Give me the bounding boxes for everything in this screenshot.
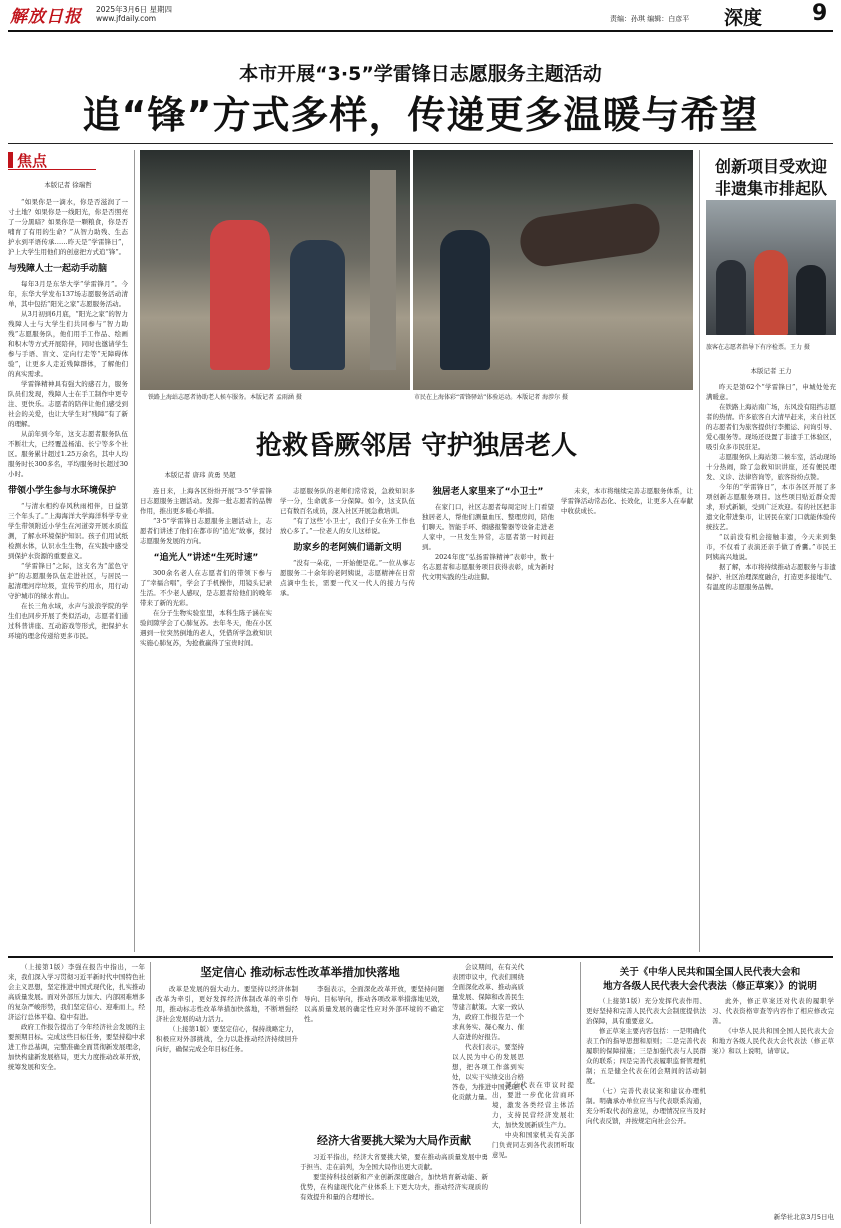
- page-number: 9: [812, 1, 828, 26]
- npc-paragraph: 会议期间，在有关代表团审议中，代表们围绕全面深化改革、推动高质量发展、保障和改善民生等建言献策。大家一致认为，政府工作报告是一个求真务实、凝心聚力、催人奋进的好报告。: [452, 963, 524, 1041]
- focus-subhead-2: 带领小学生参与水环境保护: [8, 486, 117, 496]
- right-paragraph: 今年的“学雷锋日”，本市各区开展了多项创新志愿服务项目。这些项目贴近群众需求，形式新颖，受到广泛欢迎。有的社区把非遗文化带进集市，让居民在家门口就能体验传统技艺。: [706, 483, 836, 531]
- law-col-1: [586, 996, 706, 1222]
- focus-paragraph: 从前年到今年，这支志愿者服务队伍不断壮大，已经覆盖杨浦、长宁等多个社区。服务累计超过1.25万余名，其中人均服务时长300多名，平均服务时长超过30小时。: [8, 430, 128, 478]
- feature-paragraph: “有了这些‘小卫士’，我们子女在外工作也放心多了。”一位老人的女儿这样说。: [280, 517, 415, 535]
- right-paragraph: 志愿服务队上海站第二候车室，活动现场十分热闹，除了急救知识讲座，还有便民理发、义诊、法律咨询等，旅客纷纷点赞。: [706, 453, 836, 481]
- column-divider: [150, 962, 151, 1224]
- masthead-logo: 解放日报: [10, 7, 82, 27]
- photo-figure: [754, 250, 788, 335]
- right-paragraph: 昨天是第62个“学雷锋日”，申城处处充满暖意。: [706, 383, 836, 401]
- feature-col-1: [140, 486, 272, 952]
- main-photo: [140, 150, 693, 390]
- masthead-url[interactable]: www.jfdaily.com: [96, 14, 157, 23]
- feature-paragraph: 300余名老人在志愿者们的带领下参与了“幸福合唱”，学会了手机操作，用镜头记录生活。不少老人感叹，是志愿者给他们的晚年带来了新的光彩。: [140, 569, 272, 607]
- feature-byline: 本版记者 唐玮 黄勇 吴超: [164, 471, 236, 479]
- feature-headline: 抢救昏厥邻居 守护独居老人: [255, 431, 578, 461]
- focus-paragraph: “学雷锋日”之际，这支名为“蓝色守护”的志愿服务队伍走进社区，与居民一起清理河岸垃圾，宣传节约用水，用行动守护城市的绿水青山。: [8, 562, 128, 600]
- economy-paragraph: 要坚持科技创新和产业创新深度融合，加快培育新动能、新优势，在构建现代化产业体系上下更大功夫，推动经济实现质的有效提升和量的合理增长。: [300, 1173, 488, 1201]
- column-divider: [699, 150, 700, 952]
- lead-rule: [8, 143, 833, 144]
- crowd-photo-caption: 旅客在志愿者指导下有序检票。王力 摄: [706, 344, 810, 351]
- opinion-col-2: [156, 984, 298, 1224]
- photo-figure: [517, 201, 663, 270]
- economy-paragraph: 习近平指出，经济大省要挑大梁，要在推动高质量发展中勇于担当、走在前列，为全国大局作出更大贡献。: [300, 1153, 488, 1171]
- focus-tag-label: 焦点: [17, 152, 48, 170]
- photo-figure: [440, 230, 490, 370]
- masthead-editors: 责编：孙琪 编辑：白彦平: [610, 15, 690, 23]
- lead-headline: 追“锋”方式多样，传递更多温暖与希望: [82, 93, 759, 137]
- opinion-left-col: [8, 962, 145, 1224]
- section-name: 深度: [724, 7, 763, 29]
- law-paragraph: （上接第1版）充分发挥代表作用、更好坚持和完善人民代表大会制度提供法治保障，具有重要意义。: [586, 997, 706, 1025]
- focus-intro: “如果你是一滴水，你是否滋润了一寸土地？如果你是一线阳光，你是否照亮了一分黑暗？如果你是一颗粮食，你是否哺育了有用的生命？”从智力助残、生态护水到平语传承……昨天是“学雷锋日”，沪上大学生用他们的创意把方式追“锋”。: [8, 198, 128, 256]
- focus-paragraph: 从3月初到6月底，“阳光之家”的智力残障人士与大学生们共同参与“智力助残”志愿服务队，他们用手工作品、绘画和积木等方式开展陪伴，同时也邀请学生参与手语、盲文、定向行走等“无障碍体验”，让更多人走近残障群体，了解他们的真实需求。: [8, 310, 128, 378]
- lead-kicker: 本市开展“3·5”学雷锋日志愿服务主题活动: [239, 63, 602, 85]
- masthead-date: 2025年3月6日 星期四: [96, 5, 173, 14]
- masthead-rule: [8, 30, 833, 32]
- focus-paragraph: “与清水相约春风秋雨相伴，日益第三个年头了。”上海海洋大学海洋科学专业学生带领附近小学生在河道旁开展水质监测，了解水环境保护知识。孩子们用试纸检测水体，认识水生生物，在实践中感受到保护水资源的重要意义。: [8, 502, 128, 560]
- photo-figure: [796, 265, 826, 335]
- opinion-paragraph: 政府工作报告提出了今年经济社会发展的主要预期目标。完成这些目标任务，要坚持稳中求进工作总基调，完整准确全面贯彻新发展理念，加快构建新发展格局，更大力度推动改革开放，统筹发展和安全。: [8, 1023, 145, 1071]
- focus-byline: 本版记者 徐瑞哲: [44, 181, 92, 189]
- feature-subhead-1: “追光人”讲述“生死时速”: [153, 553, 259, 563]
- feature-paragraph: “3·5”学雷锋日志愿服务主题活动上，志愿者们讲述了他们在都市的“追光”故事，探讨志愿服务发展的方向。: [140, 517, 272, 545]
- feature-paragraph: 连日来，上海各区纷纷开展“3·5”学雷锋日志愿服务主题活动。发挥一批志愿者的品牌作用，推出更多暖心举措。: [140, 487, 272, 515]
- crowd-photo: [706, 200, 836, 335]
- opinion-paragraph: （上接第1版）要坚定信心，保持战略定力，积极应对外部挑战，全力以赴推动经济持续回升向好，确保完成全年目标任务。: [156, 1025, 298, 1053]
- feature-paragraph: 志愿服务队的老师们常常说，急救知识多学一分，生命就多一分保障。如今，这支队伍已有数百名成员，深入社区开展急救培训。: [280, 487, 415, 515]
- law-title-1: 关于《中华人民共和国全国人民代表大会和: [619, 967, 801, 978]
- focus-body-1: [8, 197, 128, 957]
- section-rule: [8, 956, 833, 958]
- feature-col-4: [561, 486, 693, 952]
- main-photo-caption: 铁路上海站志愿者协助老人候车服务。本版记者 孟雨涵 摄: [148, 394, 302, 401]
- law-paragraph: 修正草案主要内容包括：一是明确代表工作的指导思想和原则；二是完善代表履职的保障措施；三是加强代表与人民群众的联系；四是完善代表履职监督管理机制；五是健全代表在闭会期间的活动制度。: [586, 1027, 706, 1085]
- right-paragraph: 据了解，本市将持续推动志愿服务与非遗保护、社区治理深度融合，打造更多接地气、有温度的志愿服务品牌。: [706, 563, 836, 591]
- right-headline-1: 创新项目受欢迎: [714, 157, 827, 176]
- right-paragraph: “以前没有机会接触非遗，今天来到集市，不仅看了表演还亲手做了香囊。”市民王阿姨高兴地说。: [706, 533, 836, 561]
- npc-col-2: [492, 1080, 574, 1224]
- law-title-2: 地方各级人民代表大会代表法（修正草案）》的说明: [603, 981, 817, 992]
- feature-paragraph: 在家门口，社区志愿者每周定时上门看望独居老人，帮他们测量血压、整理房间，陪他们聊天。智能手环、烟感报警器等设备走进老人家中，一旦发生异常，志愿者第一时间赶到。: [422, 503, 554, 551]
- feature-subhead-3: 助家乡的老阿姨们诵新文明: [293, 543, 402, 553]
- feature-subhead-2: 独居老人家里来了“小卫士”: [432, 487, 544, 497]
- opinion-title: 坚定信心 推动标志性改革举措加快落地: [200, 965, 400, 979]
- focus-tag: [8, 150, 96, 170]
- feature-col-3: [422, 486, 554, 952]
- right-photo-caption: 市民在上海体彩“雷锋驿站”体验运动。本版记者 海涉尔 摄: [414, 394, 569, 401]
- feature-paragraph: 2024年度“弘扬雷锋精神”表彰中，数十名志愿者和志愿服务项目获得表彰，成为新时代文明实践的生动注脚。: [422, 553, 554, 581]
- npc-paragraph: 中央和国家机关有关部门负责同志到各代表团听取意见。: [492, 1131, 574, 1159]
- photo-divider: [410, 150, 413, 390]
- right-byline: 本版记者 王力: [750, 367, 792, 375]
- feature-paragraph: 在分子生物实验室里，本科生陈子涵在实验间隙学会了心肺复苏。去年冬天，他在小区遇到一位突然倒地的老人，凭借所学急救知识实施心肺复苏，为抢救赢得了宝贵时间。: [140, 609, 272, 647]
- focus-paragraph: 在长三角水域，水声与波浪学院的学生们也同步开展了类似活动，志愿者们通过科普讲座、互动游戏等形式，把保护水环境的理念传递给更多市民。: [8, 602, 128, 640]
- feature-paragraph: 未来，本市将继续完善志愿服务体系，让学雷锋活动常态化、长效化，让更多人在奉献中收获成长。: [561, 487, 693, 515]
- right-headline-2: 非遗集市排起队: [714, 179, 827, 198]
- photo-figure: [290, 240, 345, 370]
- feature-col-2: [280, 486, 415, 952]
- right-body: [706, 382, 836, 952]
- column-divider: [580, 962, 581, 1224]
- opinion-paragraph: 改革是发展的强大动力。要坚持以经济体制改革为牵引，更好发挥经济体制改革的牵引作用，推动标志性改革举措加快落地，不断增强经济社会发展的动力活力。: [156, 985, 298, 1023]
- focus-subhead-1: 与残障人士一起动手动脑: [8, 264, 108, 274]
- opinion-paragraph: 李强表示，全面深化改革开放，要坚持问题导向、目标导向，推动各项改革举措落地见效，以高质量发展的确定性应对外部环境的不确定性。: [304, 985, 444, 1023]
- economy-title: 经济大省要挑大梁为大局作贡献: [300, 1132, 488, 1148]
- law-paragraph: （七）完善代表议案和建议办理机制。明确承办单位应当与代表联系沟通，充分听取代表的意见，办理情况应当及时向代表反馈，并按规定向社会公开。: [586, 1087, 706, 1125]
- photo-pillar: [370, 170, 396, 370]
- right-paragraph: 在铁路上海站南广场，东风没有阻挡志愿者的热情。许多旅客自大清早赶来，来自社区的志愿者们为旅客提供行李搬运、问询引导、爱心服务等。现场还设置了非遗手工体验区，吸引众多市民驻足。: [706, 403, 836, 451]
- photo-figure: [210, 220, 270, 370]
- law-paragraph: 此外，修正草案还对代表的履职学习、代表资格审查等内容作了相应修改完善。: [712, 997, 834, 1025]
- feature-paragraph: “没有一朵花，一开始便是花。”一位从事志愿服务二十余年的老阿姨说，志愿精神在日常点滴中生长，需要一代又一代人的接力与传承。: [280, 559, 415, 597]
- law-col-2: [712, 996, 834, 1210]
- photo-banner: [140, 150, 693, 205]
- focus-paragraph: 学雷锋精神具有强大的感召力，服务队员们发现，残障人士在手工制作中更专注、更快乐。志愿者的陪伴让他们感受到社会的关爱，也让大学生对“残障”有了新的理解。: [8, 380, 128, 428]
- npc-paragraph: 部分代表在审议时提出，要进一步优化营商环境，激发各类经营主体活力，支持民营经济发展壮大，加快发展新质生产力。: [492, 1081, 574, 1129]
- column-divider: [134, 150, 135, 952]
- opinion-paragraph: （上接第1版）李强在报告中指出，一年来，我们深入学习贯彻习近平新时代中国特色社会主义思想，坚定推进中国式现代化，扎实推动高质量发展。面对外部压力加大、内部困难增多的复杂严峻形势，我们坚定信心、迎难而上，经济运行总体平稳、稳中有进。: [8, 963, 145, 1021]
- economy-body: [300, 1152, 488, 1224]
- focus-paragraph: 每年3月是东华大学“学雷锋月”。今年，东华大学发布137场志愿服务活动清单，其中包括“阳光之家”志愿服务活动。: [8, 280, 128, 308]
- photo-figure: [716, 260, 746, 335]
- focus-tag-bar: [8, 152, 13, 168]
- npc-paragraph: 代表们表示，要坚持以人民为中心的发展思想，把各项工作落到实处，以实干实绩交出合格答卷，为推进中国式现代化贡献力量。: [452, 1043, 524, 1101]
- law-source: 新华社北京3月5日电: [773, 1213, 834, 1221]
- law-paragraph: 《中华人民共和国全国人民代表大会和地方各级人民代表大会代表法（修正草案）》和以上说明，请审议。: [712, 1027, 834, 1055]
